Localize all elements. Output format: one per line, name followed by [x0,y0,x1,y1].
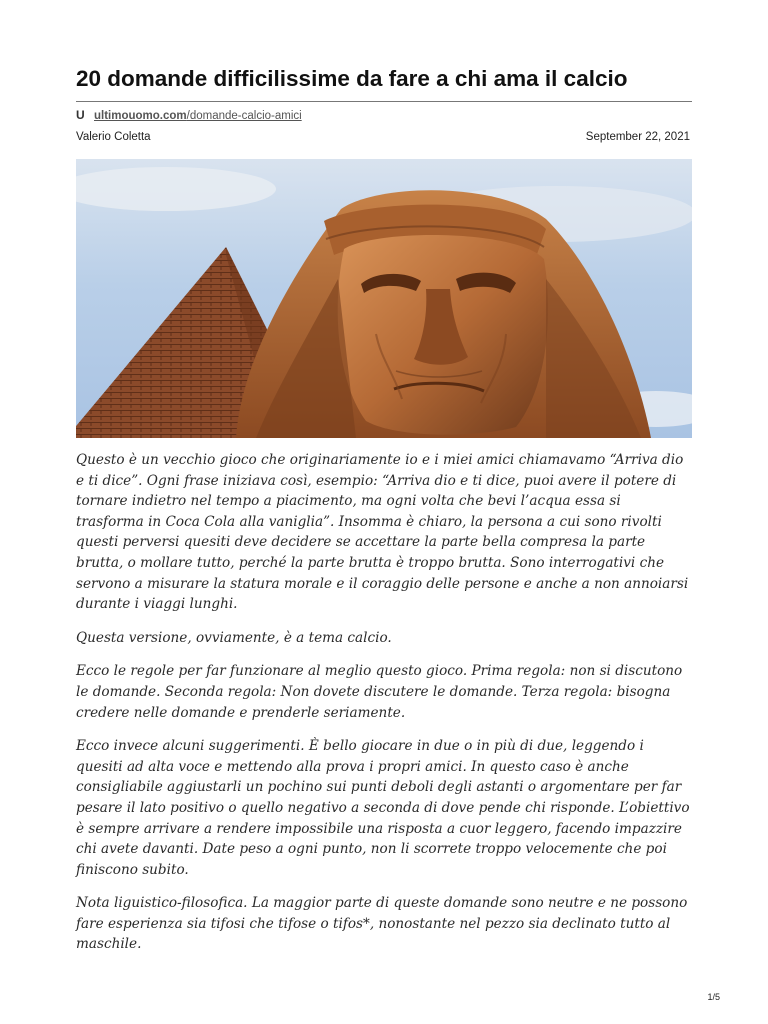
source-domain: ultimouomo.com [94,110,187,122]
paragraph: Nota liguistico-filosofica. La maggior parte di queste domande sono neutre e ne possono fare esperienza sia tifosi che tifose o tifos*, nonostante nel pezzo sia declinato tutto al maschile. [76,895,688,953]
author-name: Valerio Coletta [76,131,151,143]
hero-image [76,159,692,438]
site-logo-icon: U [76,108,85,122]
source-path: /domande-calcio-amici [186,110,302,122]
paragraph: Ecco invece alcuni suggerimenti. È bello giocare in due o in più di due, leggendo i quesiti ad alta voce e mettendo alla prova i propri amici. In questo caso è anche consigliabile aggiustarli un pochino sui punti deboli degli astanti o argomentare per far pesare il lato positivo o quello negativo a seconda di dove pende chi risponde. L’obiettivo è sempre arrivare a rendere impossibile una risposta a cuor leggero, facendo impazzire chi avete davanti. Date peso a ogni punto, non li scorrete troppo velocemente che poi finiscono subito. [76,738,690,878]
article-title: 20 domande difficilissime da fare a chi ama il calcio [76,66,628,91]
source-line [76,107,302,123]
sphinx-and-pyramid-photo [76,159,692,438]
paragraph: Ecco le regole per far funzionare al meglio questo gioco. Prima regola: non si discutono le domande. Seconda regola: Non dovete discutere le domande. Terza regola: bisogna credere nelle domande e prenderle seriamente. [76,663,683,721]
paragraph: Questa versione, ovviamente, è a tema calcio. [76,629,392,646]
title-divider [76,101,692,102]
page-indicator: 1/5 [707,992,720,1002]
publish-date: September 22, 2021 [585,131,690,143]
article-body [76,450,692,968]
source-link[interactable] [94,110,302,122]
paragraph: Questo è un vecchio gioco che originariamente io e i miei amici chiamavamo “Arriva dio e ti dice”. Ogni frase iniziava così, esempio: “Arriva dio e ti dice, puoi avere il potere di tornare indietro nel tempo a piacimento, ma ogni volta che bevi l’acqua essa si trasforma in Coca Cola alla vaniglia”. Insomma è chiaro, la persona a cui sono rivolti questi perversi quesiti deve decidere se accettare la parte bella compresa la parte brutta, o mollare tutto, perché la parte brutta è troppo brutta. Sono interrogativi che servono a misurare la statura morale e il coraggio delle persone e anche a non annoiarsi durante i viaggi lunghi. [76,452,689,613]
